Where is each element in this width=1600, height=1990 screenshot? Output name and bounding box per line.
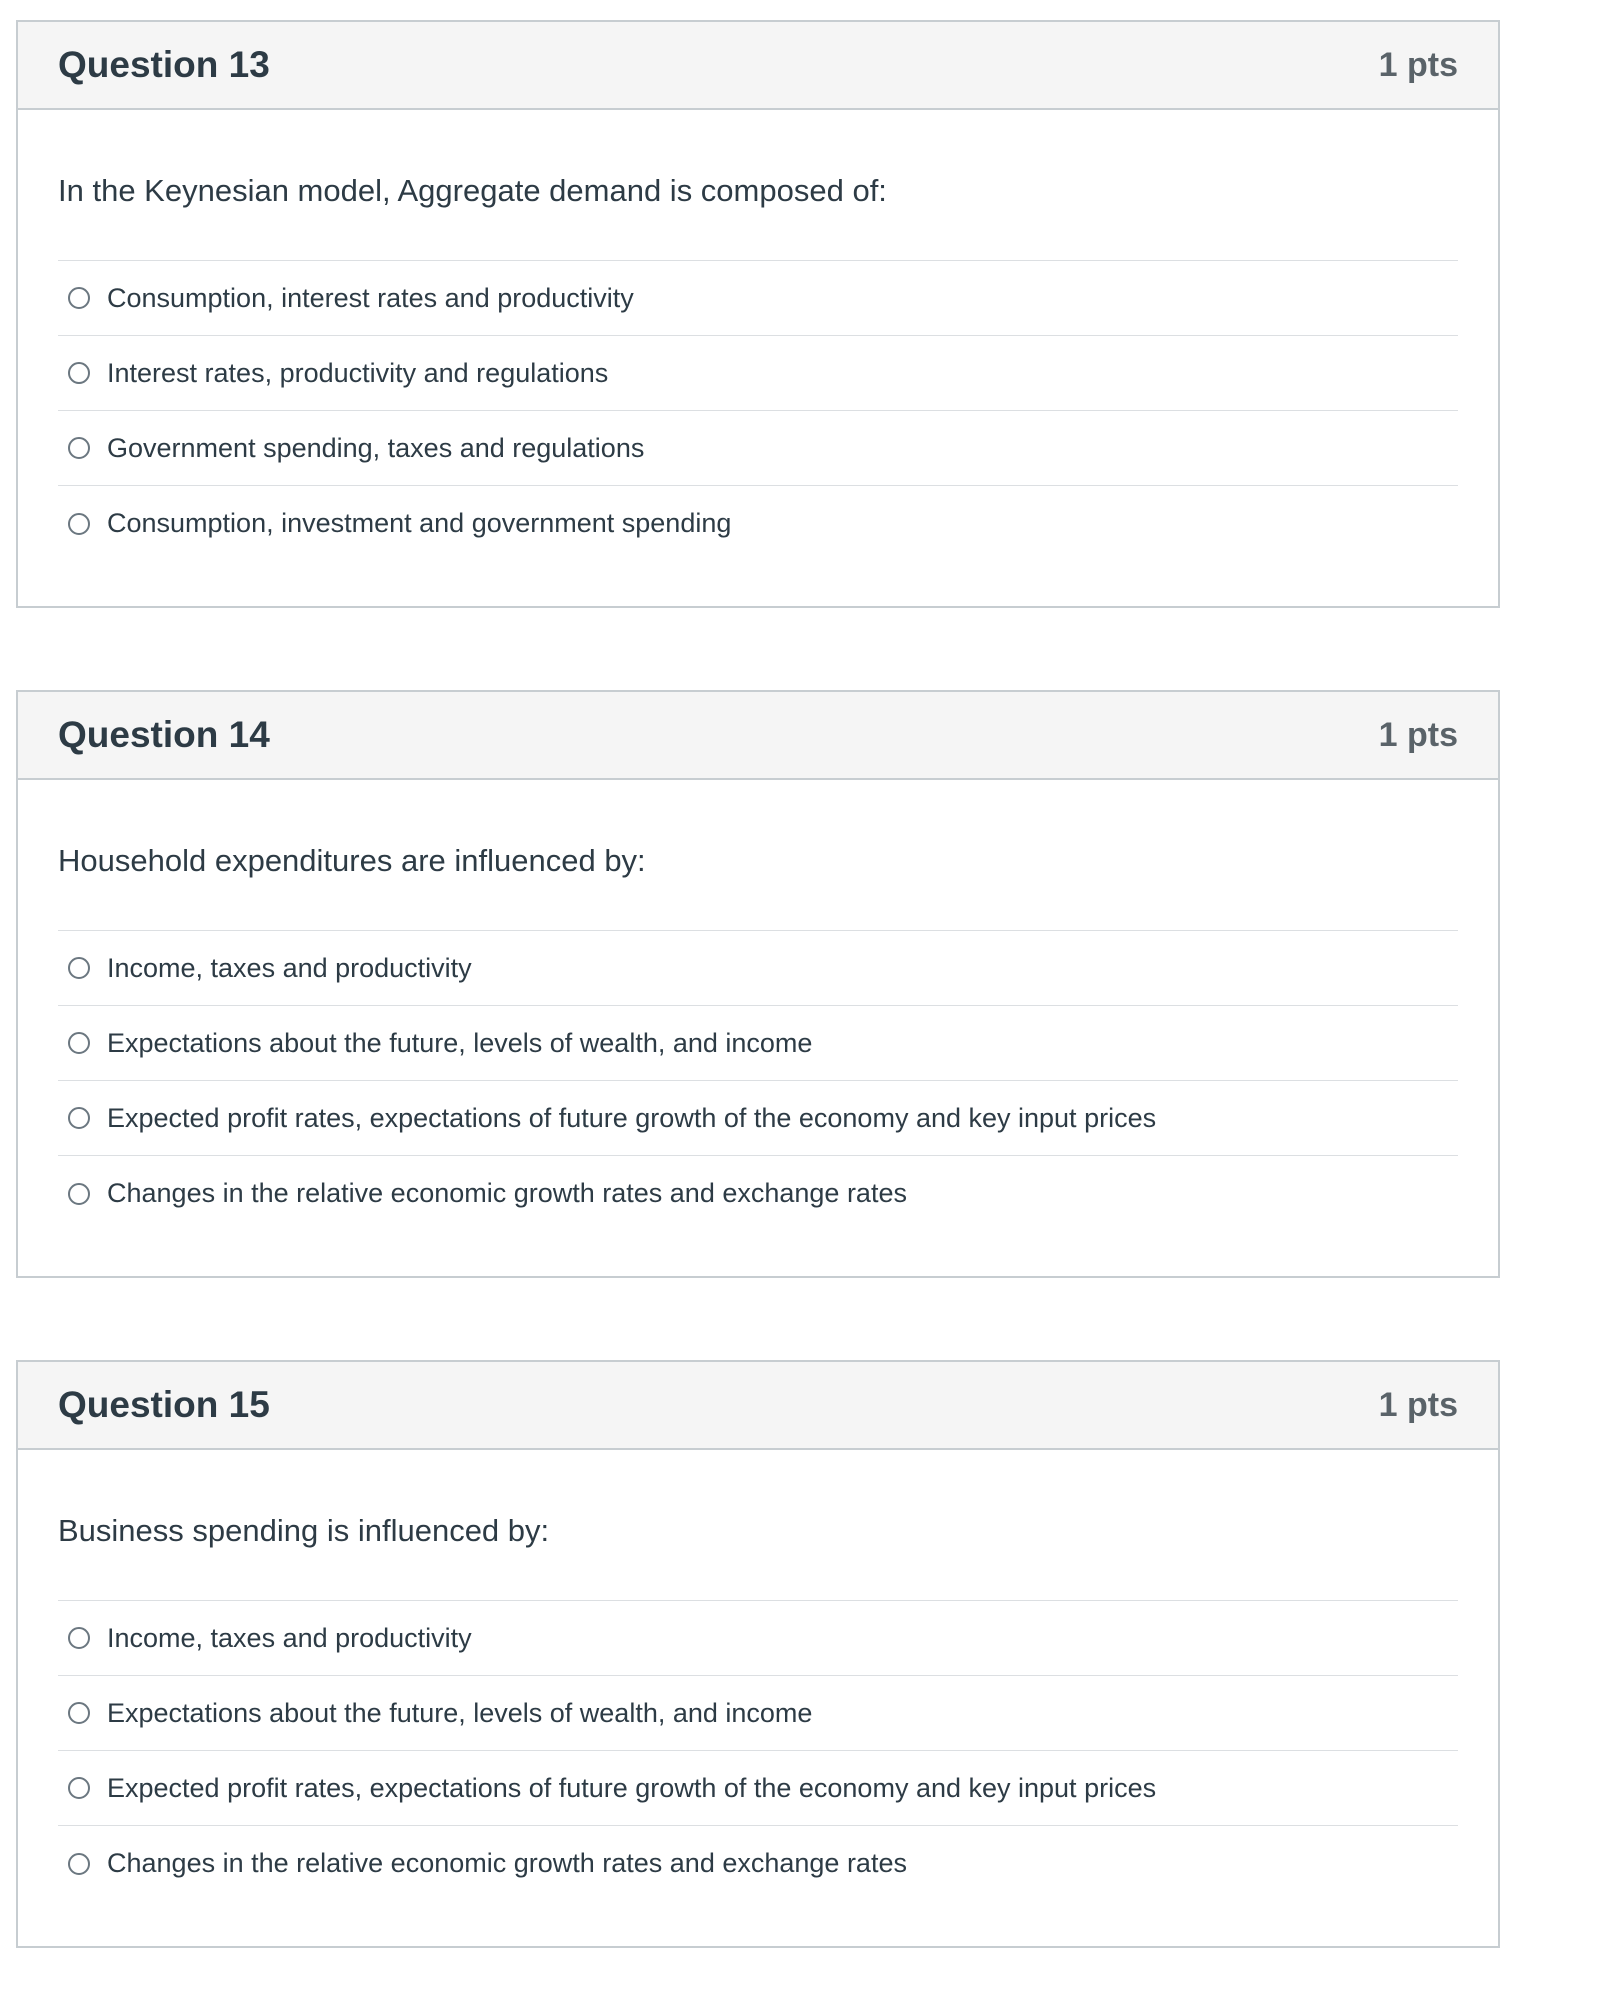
question-header <box>18 692 1498 780</box>
radio-button-icon[interactable] <box>68 1627 90 1649</box>
answer-label: Consumption, interest rates and productivity <box>107 282 634 313</box>
question-points: 1 pts <box>1378 45 1458 84</box>
question-prompt: In the Keynesian model, Aggregate demand is composed of: <box>58 173 887 208</box>
radio-button-icon[interactable] <box>68 1032 90 1054</box>
radio-button-icon[interactable] <box>68 437 90 459</box>
question-prompt: Household expenditures are influenced by: <box>58 843 646 878</box>
radio-button-icon[interactable] <box>68 1183 90 1205</box>
radio-button-icon[interactable] <box>68 1107 90 1129</box>
answer-label: Changes in the relative economic growth rates and exchange rates <box>107 1178 907 1208</box>
answer-option[interactable] <box>58 336 1458 411</box>
question-title: Question 14 <box>58 714 270 755</box>
radio-button-icon[interactable] <box>68 1853 90 1875</box>
question-prompt: Business spending is influenced by: <box>58 1513 550 1548</box>
question-header <box>18 1362 1498 1450</box>
answer-label: Income, taxes and productivity <box>107 1622 472 1653</box>
answer-option[interactable] <box>58 1676 1458 1751</box>
answer-label: Expectations about the future, levels of wealth, and income <box>107 1697 813 1728</box>
answer-list <box>58 930 1458 1231</box>
answer-option[interactable] <box>58 411 1458 486</box>
answer-label: Income, taxes and productivity <box>107 952 472 983</box>
answer-option[interactable] <box>58 931 1458 1006</box>
question-13-card <box>16 20 1500 608</box>
answer-option[interactable] <box>58 1601 1458 1676</box>
answer-label: Expected profit rates, expectations of future growth of the economy and key input prices <box>107 1102 1157 1133</box>
answer-option[interactable] <box>58 1156 1458 1231</box>
question-14-card <box>16 690 1500 1278</box>
question-title: Question 13 <box>58 44 270 85</box>
radio-button-icon[interactable] <box>68 287 90 309</box>
answer-option[interactable] <box>58 261 1458 336</box>
answer-option[interactable] <box>58 1081 1458 1156</box>
answer-label: Changes in the relative economic growth rates and exchange rates <box>107 1848 907 1878</box>
radio-button-icon[interactable] <box>68 362 90 384</box>
answer-label: Interest rates, productivity and regulations <box>107 357 609 388</box>
answer-label: Expected profit rates, expectations of future growth of the economy and key input prices <box>107 1772 1157 1803</box>
question-body <box>18 110 1498 561</box>
answer-label: Government spending, taxes and regulations <box>107 432 645 463</box>
question-points: 1 pts <box>1378 715 1458 754</box>
question-title: Question 15 <box>58 1384 270 1425</box>
radio-button-icon[interactable] <box>68 1702 90 1724</box>
radio-button-icon[interactable] <box>68 513 90 535</box>
radio-button-icon[interactable] <box>68 1777 90 1799</box>
answer-list <box>58 260 1458 561</box>
radio-button-icon[interactable] <box>68 957 90 979</box>
answer-option[interactable] <box>58 1751 1458 1826</box>
answer-option[interactable] <box>58 486 1458 561</box>
question-header <box>18 22 1498 110</box>
question-points: 1 pts <box>1378 1385 1458 1424</box>
question-body <box>18 1450 1498 1901</box>
answer-label: Expectations about the future, levels of wealth, and income <box>107 1027 813 1058</box>
answer-list <box>58 1600 1458 1901</box>
question-15-card <box>16 1360 1500 1948</box>
question-body <box>18 780 1498 1231</box>
answer-label: Consumption, investment and government spending <box>107 508 732 538</box>
answer-option[interactable] <box>58 1826 1458 1901</box>
answer-option[interactable] <box>58 1006 1458 1081</box>
